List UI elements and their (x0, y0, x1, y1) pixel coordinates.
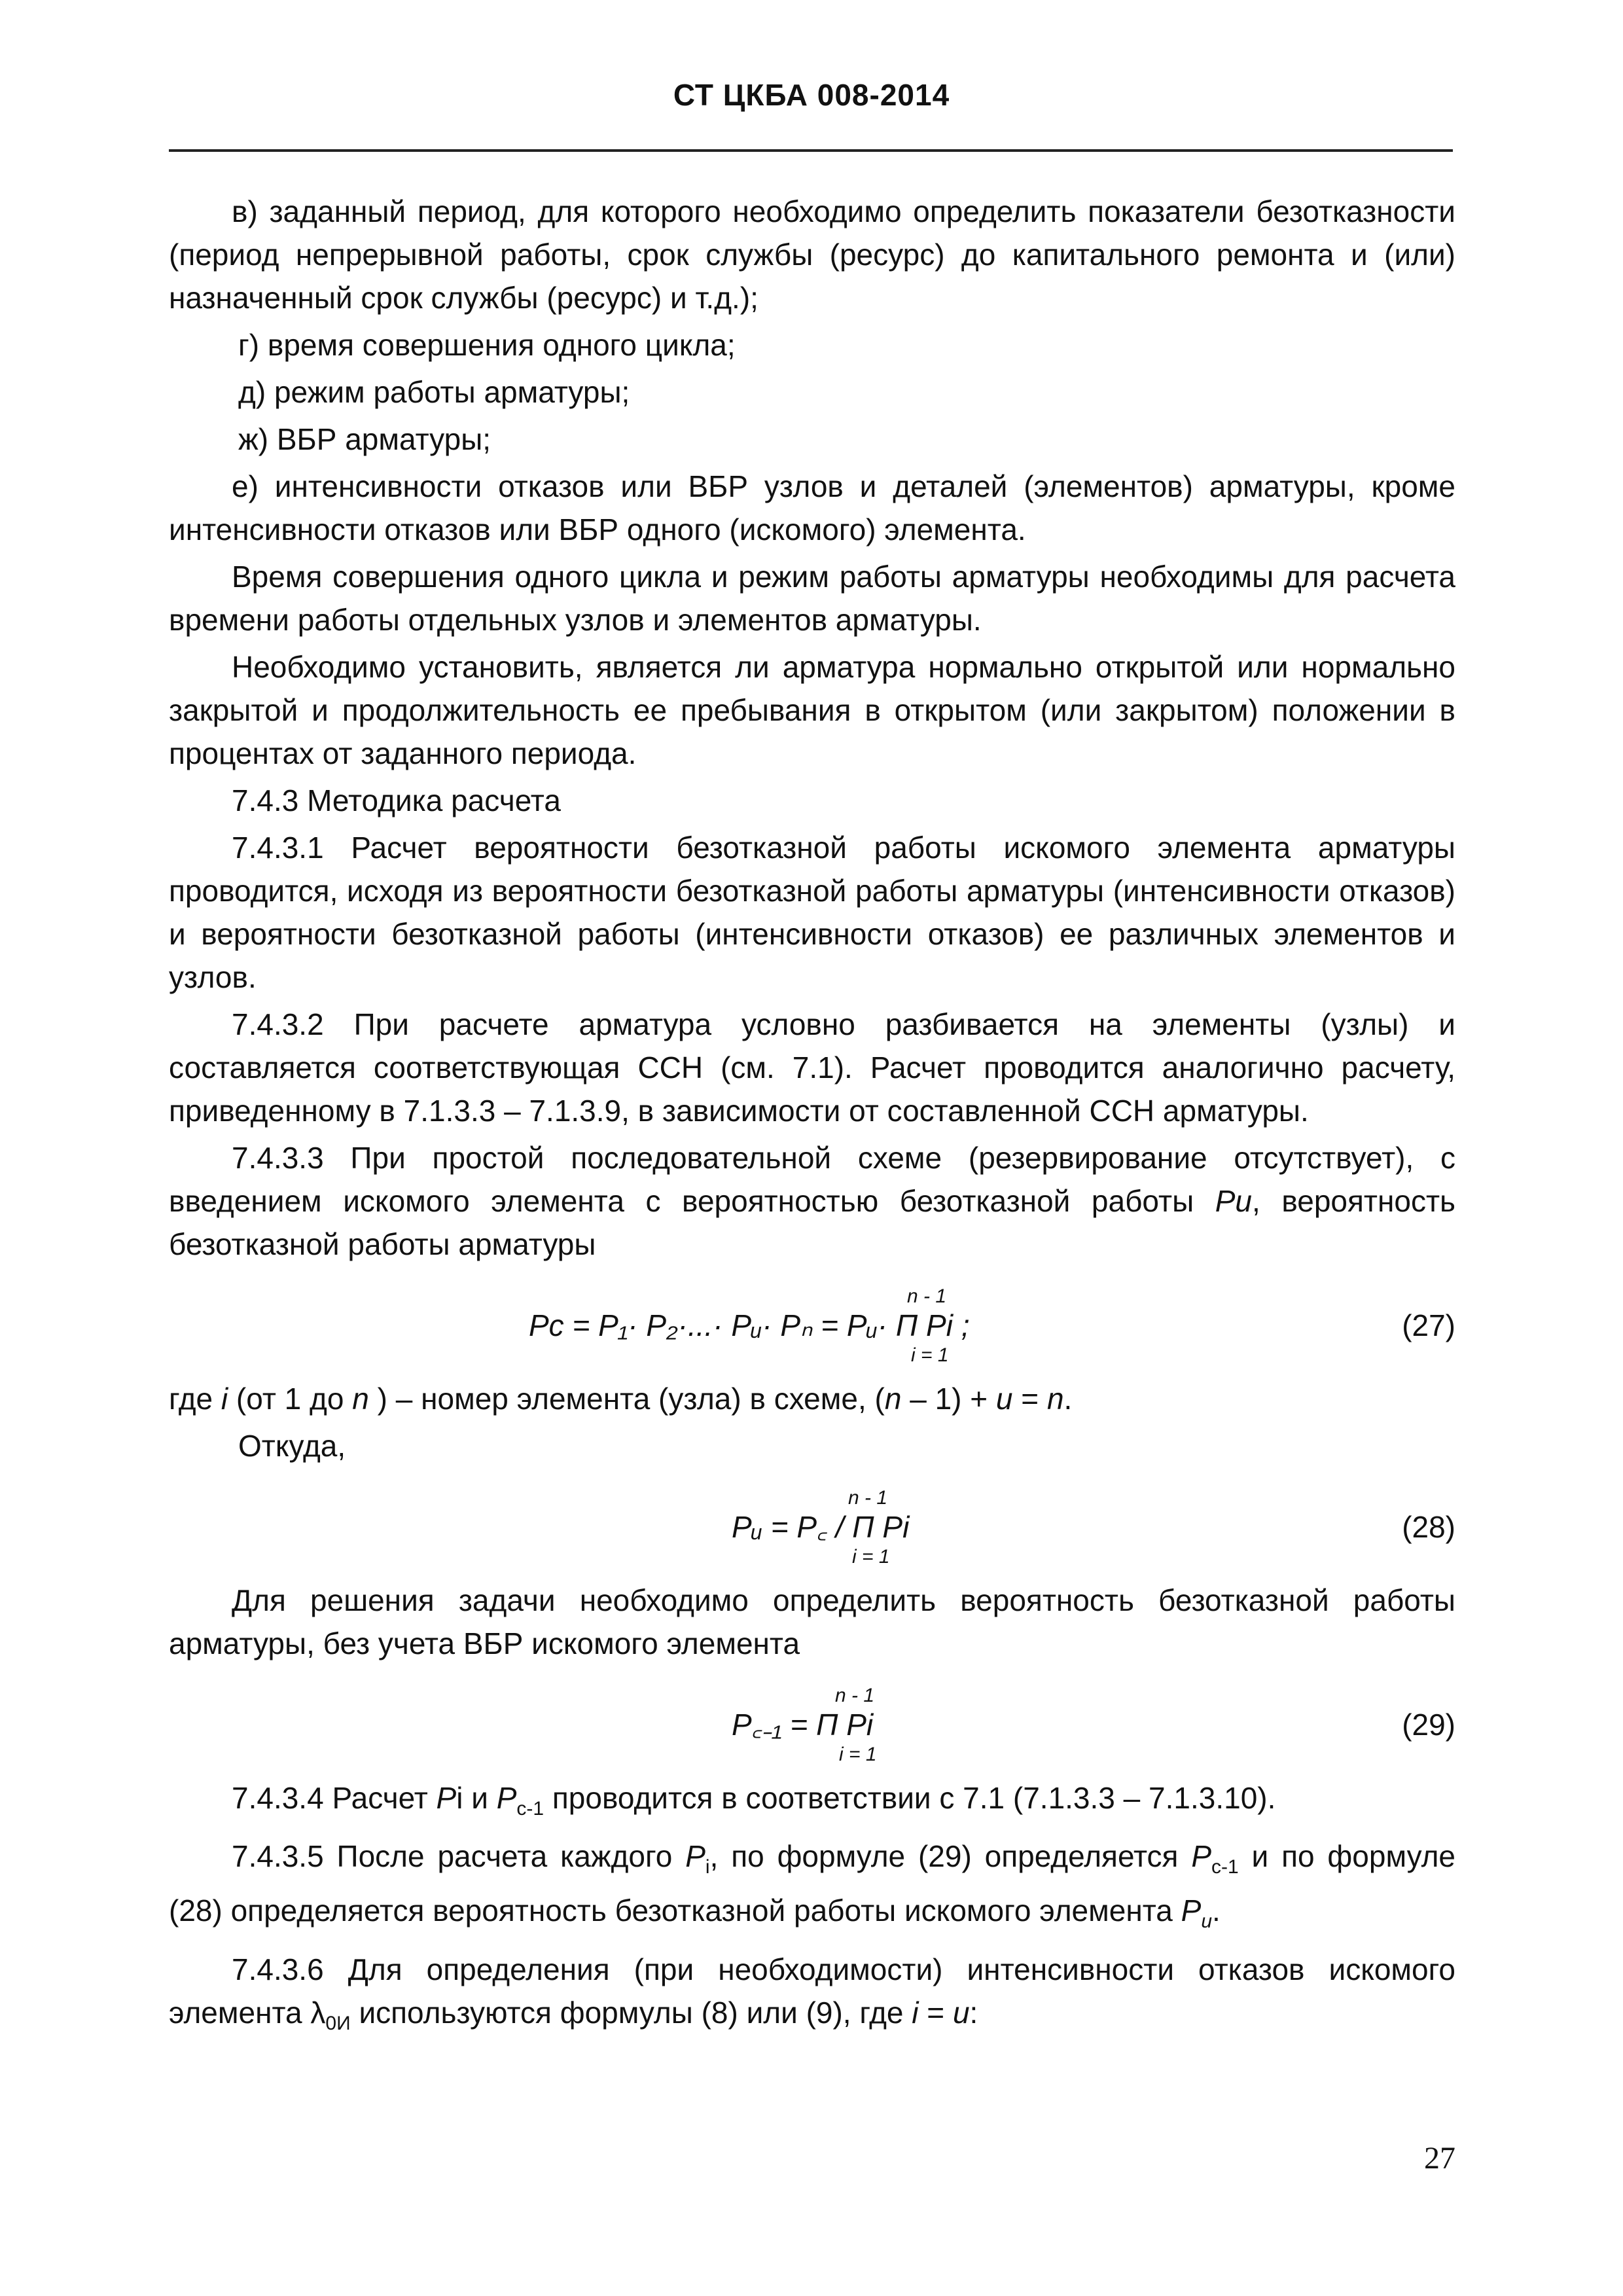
paragraph-7-4-3-4: 7.4.3.4 Расчет Pi и $P_{c-1}$ проводится в соответствии с 7.1 (7.1.3.3 – 7.1.3.10). (232, 1781, 1276, 1820)
equation-number-29: (29) (1402, 1708, 1455, 1742)
paragraph-cycle-time: Время совершения одного цикла и режим работы арматуры необходимы для расчета времени работы отдельных узлов и элементов арматуры. (169, 560, 1455, 637)
list-item-d: д) режим работы арматуры; (238, 375, 630, 409)
formula-27-body: Pc = P₁· P₂·...· Pᵤ· Pₙ = Pᵤ· П Pi ; n - 1 i = 1 (529, 1285, 970, 1366)
page-number: 27 (1424, 2141, 1455, 2176)
paragraph-where: где i (от 1 до n ) – номер элемента (узла) в схеме, (n – 1) + u = n. (169, 1382, 1073, 1416)
paragraph-7-4-3-2: 7.4.3.2 При расчете арматура условно разбивается на элементы (узлы) и составляется соответствующая ССН (см. 7.1). Расчет проводится аналогично расчету, приведенному в 7.1.3.3 – 7.1.3.9, в зависимости от составленной ССН арматуры. (169, 1007, 1455, 1128)
list-item-e: е) интенсивности отказов или ВБР узлов и деталей (элементов) арматуры, кроме интенсивности отказов или ВБР одного (искомого) элемента. (169, 469, 1455, 547)
formula-29-body: P꜀₋₁ = П Pi n - 1 i = 1 (732, 1685, 877, 1765)
paragraph-7-4-3-5: 7.4.3.5 После расчета каждого $P_i$, по формуле (29) определяется $P_{c-1}$ и по формуле (28) определяется вероятность безотказной работы искомого элемента $P_и$. (169, 1839, 1455, 1933)
list-item-g: г) время совершения одного цикла; (238, 328, 736, 362)
formula-27 (169, 1272, 1455, 1371)
paragraph-7-4-3-6: 7.4.3.6 Для определения (при необходимости) интенсивности отказов искомого элемента $\lambda_{0И}$ используются формулы (8) или (9), где i = u: (169, 1952, 1455, 2034)
header-rule (169, 149, 1453, 152)
formula-28 (169, 1474, 1455, 1572)
formula-28-body: Pᵤ = P꜀ / П Pi n - 1 i = 1 (732, 1487, 910, 1568)
paragraph-otkuda: Откуда, (238, 1429, 346, 1463)
paragraph-solve: Для решения задачи необходимо определить вероятность безотказной работы арматуры, без учета ВБР искомого элемента (169, 1583, 1455, 1660)
paragraph-7-4-3-3: 7.4.3.3 При простой последовательной схеме (резервирование отсутствует), с введением искомого элемента с вероятностью безотказной работы Pu, вероятность безотказной работы арматуры (169, 1141, 1455, 1261)
list-item-v: в) заданный период, для которого необходимо определить показатели безотказности (период непрерывной работы, срок службы (ресурс) до капитального ремонта и (или) назначенный срок службы (ресурс) и т.д.); (169, 194, 1455, 315)
equation-number-27: (27) (1402, 1308, 1455, 1342)
list-item-zh: ж) ВБР арматуры; (238, 422, 491, 456)
document-body (169, 190, 1455, 2049)
paragraph-open-closed: Необходимо установить, является ли арматура нормально открытой или нормально закрытой и продолжительность ее пребывания в открытом (или закрытом) положении в процентах от заданного периода. (169, 650, 1455, 770)
section-heading-7-4-3: 7.4.3 Методика расчета (232, 783, 561, 817)
equation-number-28: (28) (1402, 1510, 1455, 1544)
paragraph-7-4-3-1: 7.4.3.1 Расчет вероятности безотказной работы искомого элемента арматуры проводится, исходя из вероятности безотказной работы арматуры (интенсивности отказов) и вероятности безотказной работы (интенсивности отказов) ее различных элементов и узлов. (169, 831, 1455, 994)
formula-29 (169, 1672, 1455, 1770)
document-header: СТ ЦКБА 008-2014 (673, 78, 950, 112)
